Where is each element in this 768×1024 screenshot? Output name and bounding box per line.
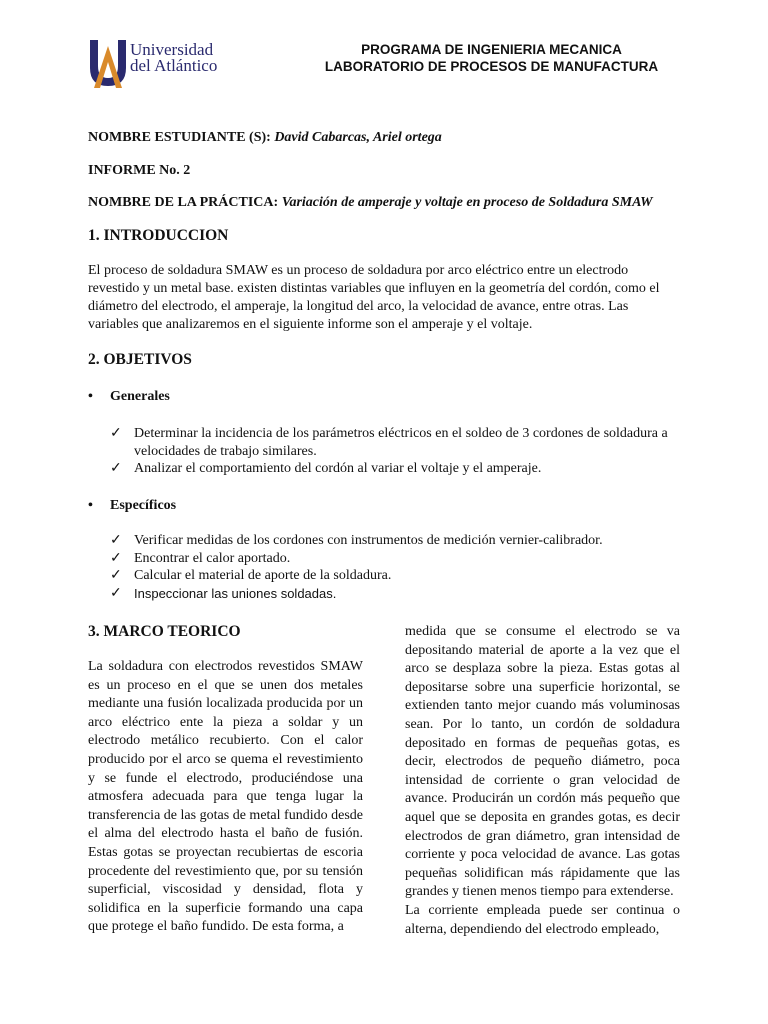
intro-heading: 1. INTRODUCCION — [88, 227, 229, 244]
theory-right-column — [405, 623, 680, 939]
specific-heading: • Específicos — [88, 498, 177, 513]
university-logo — [88, 38, 228, 90]
university-logo-icon — [88, 38, 128, 90]
student-line — [88, 129, 442, 146]
checkmark-icon: ✓ — [110, 568, 122, 583]
specific-objectives-list — [110, 532, 680, 603]
theory-left-paragraph: La soldadura con electrodos revestidos SMAW es un proceso en el que se unen dos metales mediante una fusión localizada producida por un arco eléctrico ente la pieza a soldar y un electrodo metálico recubierto. Con el calor producido por el arco se quema el revestimiento y se funde el electrodo, produciéndose una atmosfera adecuada para que tenga lugar la transferencia de las gotas de metal fundido desde el alma del electrodo hasta el baño de fusión. Estas gotas se proyectan recubiertas de escoria procedente del revestimiento que, por su tensión superficial, viscosidad y densidad, flota y solidifica en la superficie formando una capa que protege el baño fundido. De esta forma, a — [88, 659, 363, 935]
report-label: INFORME No. 2 — [88, 163, 191, 178]
logo-text-line2: del Atlántico — [130, 56, 218, 75]
practice-value: Variación de amperaje y voltaje en proceso de Soldadura SMAW — [281, 195, 653, 210]
list-item: ✓ Determinar la incidencia de los parámetros eléctricos en el soldeo de 3 cordones de soldadura a velocidades de trabajo similares. — [110, 426, 668, 459]
logo-text-line1: Universidad — [130, 40, 214, 59]
lab-title: LABORATORIO DE PROCESOS DE MANUFACTURA — [324, 59, 659, 74]
list-item: ✓ Encontrar el calor aportado. — [110, 550, 291, 566]
checkmark-icon: ✓ — [110, 533, 122, 548]
report-line — [88, 162, 190, 179]
general-heading: • Generales — [88, 389, 170, 404]
intro-paragraph: El proceso de soldadura SMAW es un proceso de soldadura por arco eléctrico entre un electrodo revestido y un metal base. existen distintas variables que influyen en la geometría del cordón, como el diámetro del electrodo, el amperaje, la longitud del arco, la velocidad de avance, entre otras. Las variables que analizaremos en el siguiente informe son el amperaje y el voltaje. — [88, 263, 660, 332]
list-item: ✓ Verificar medidas de los cordones con instrumentos de medición vernier-calibrador. — [110, 533, 603, 548]
program-title: PROGRAMA DE INGENIERIA MECANICA — [361, 42, 622, 57]
header-titles — [300, 41, 683, 75]
theory-right-paragraph-1: medida que se consume el electrodo se va depositando material de aporte a la vez que el arco se desplaza sobre la pieza. Estas gotas al depositarse sobre una superficie horizontal, se extienden tanto mejor cuando más voluminosas sean. Por lo tanto, un cordón de soldadura depositado en formas de pequeñas gotas, es decir, electrodos de pequeño diámetro, poca intensidad de corriente o gran velocidad de avance. Producirán un cordón más pequeño que aquel que se deposita en grandes gotas, es decir electrodos de gran diámetro, gran intensidad de corriente y poca velocidad de avance. Las gotas pequeñas solidifican más rápidamente que las grandes y tienen menos tiempo para extenderse. — [405, 624, 680, 900]
specific-label: Específicos — [110, 498, 177, 513]
theory-left-column — [88, 658, 363, 937]
practice-line — [88, 194, 653, 211]
checkmark-icon: ✓ — [110, 585, 122, 601]
checkmark-icon: ✓ — [110, 550, 122, 566]
checkmark-icon: ✓ — [110, 461, 122, 476]
general-objectives-list — [110, 425, 680, 478]
theory-heading: 3. MARCO TEORICO — [88, 623, 241, 640]
practice-label: NOMBRE DE LA PRÁCTICA: — [88, 195, 279, 210]
list-item: ✓ Calcular el material de aporte de la soldadura. — [110, 568, 392, 583]
theory-right-paragraph-2: La corriente empleada puede ser continua o alterna, dependiendo del electrodo empleado, — [405, 902, 680, 937]
objectives-heading: 2. OBJETIVOS — [88, 351, 192, 368]
student-value: David Cabarcas, Ariel ortega — [274, 130, 442, 145]
list-item: ✓ Inspeccionar las uniones soldadas. — [110, 585, 337, 601]
student-label: NOMBRE ESTUDIANTE (S): — [88, 130, 271, 145]
checkmark-icon: ✓ — [110, 426, 122, 441]
list-item: ✓ Analizar el comportamiento del cordón al variar el voltaje y el amperaje. — [110, 461, 542, 476]
general-label: Generales — [110, 389, 170, 404]
